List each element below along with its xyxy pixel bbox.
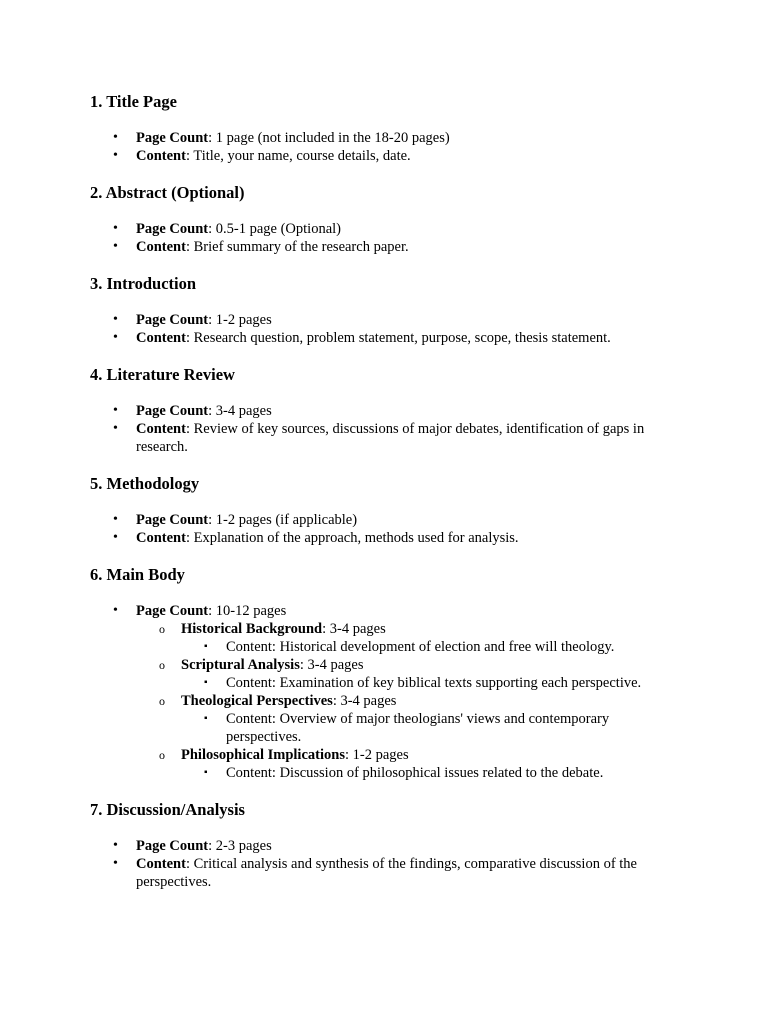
sub-item-label: Historical Background <box>181 621 323 637</box>
list-item <box>90 837 678 855</box>
section-discussion-analysis <box>90 800 678 891</box>
item-text: : 3-4 pages <box>208 403 272 419</box>
section-heading: 5. Methodology <box>90 474 200 493</box>
section-heading: 2. Abstract (Optional) <box>90 183 245 202</box>
section-heading: 7. Discussion/Analysis <box>90 800 245 819</box>
detail-list <box>181 764 678 782</box>
item-label: Content <box>136 530 186 546</box>
section-title-page <box>90 92 678 165</box>
bullet-list <box>90 402 678 456</box>
list-item <box>90 420 678 456</box>
item-text: : 0.5-1 page (Optional) <box>208 221 341 237</box>
item-text: : 10-12 pages <box>208 603 287 619</box>
list-item <box>90 311 678 329</box>
sub-item-text: : 1-2 pages <box>344 747 409 763</box>
list-item <box>90 220 678 238</box>
sub-item-text: : 3-4 pages <box>332 693 397 709</box>
section-methodology <box>90 474 678 547</box>
item-label: Page Count <box>136 403 209 419</box>
list-item <box>90 329 678 347</box>
bullet-list <box>90 837 678 891</box>
section-main-body <box>90 565 678 782</box>
item-text: : 1 page (not included in the 18-20 pages) <box>208 130 450 146</box>
section-literature-review <box>90 365 678 456</box>
list-item <box>90 529 678 547</box>
bullet-list <box>90 602 678 782</box>
detail-list <box>181 710 678 746</box>
section-heading: 1. Title Page <box>90 92 177 111</box>
item-label: Content <box>136 239 186 255</box>
bullet-list <box>90 220 678 256</box>
detail-item: ▪ Content: Overview of major theologians' views and contemporary perspectives. <box>181 710 678 746</box>
detail-item: ▪ Content: Discussion of philosophical issues related to the debate. <box>181 764 678 782</box>
sub-item-label: Theological Perspectives <box>181 693 333 709</box>
detail-list <box>181 638 678 656</box>
item-text: : Critical analysis and synthesis of the findings, comparative discussion of the perspectives. <box>136 856 637 890</box>
sub-list-item <box>136 620 678 656</box>
section-heading: 4. Literature Review <box>90 365 235 384</box>
item-text: : 2-3 pages <box>208 838 272 854</box>
list-item <box>90 402 678 420</box>
list-item <box>90 511 678 529</box>
section-introduction <box>90 274 678 347</box>
bullet-list <box>90 129 678 165</box>
sub-item-label: Scriptural Analysis <box>181 657 300 673</box>
list-item <box>90 855 678 891</box>
item-label: Content <box>136 148 186 164</box>
item-text: : Review of key sources, discussions of major debates, identification of gaps in research. <box>136 421 645 455</box>
list-item <box>90 602 678 782</box>
item-label: Content <box>136 856 186 872</box>
item-text: : 1-2 pages (if applicable) <box>208 512 358 528</box>
item-text: : Title, your name, course details, date. <box>185 148 411 164</box>
item-text: : Explanation of the approach, methods used for analysis. <box>185 530 519 546</box>
bullet-list <box>90 511 678 547</box>
item-text: : 1-2 pages <box>208 312 272 328</box>
detail-item: ▪ Content: Examination of key biblical texts supporting each perspective. <box>181 674 678 692</box>
sub-item-label: Philosophical Implications <box>181 747 345 763</box>
section-heading: 3. Introduction <box>90 274 197 293</box>
item-text: : Brief summary of the research paper. <box>185 239 409 255</box>
item-label: Page Count <box>136 221 209 237</box>
bullet-list <box>90 311 678 347</box>
sub-list <box>136 620 678 782</box>
list-item <box>90 238 678 256</box>
list-item <box>90 147 678 165</box>
sub-item-text: : 3-4 pages <box>299 657 364 673</box>
sub-list-item <box>136 746 678 782</box>
section-abstract <box>90 183 678 256</box>
item-label: Page Count <box>136 512 209 528</box>
sub-item-text: : 3-4 pages <box>322 621 386 637</box>
sub-list-item <box>136 656 678 692</box>
item-label: Page Count <box>136 838 209 854</box>
list-item <box>90 129 678 147</box>
item-label: Page Count <box>136 312 209 328</box>
item-label: Page Count <box>136 603 209 619</box>
section-heading: 6. Main Body <box>90 565 185 584</box>
item-label: Content <box>136 421 186 437</box>
item-label: Content <box>136 330 186 346</box>
detail-list <box>181 674 678 692</box>
sub-list-item <box>136 692 678 746</box>
item-text: : Research question, problem statement, purpose, scope, thesis statement. <box>185 330 611 346</box>
item-label: Page Count <box>136 130 209 146</box>
detail-item: ▪ Content: Historical development of election and free will theology. <box>181 638 678 656</box>
